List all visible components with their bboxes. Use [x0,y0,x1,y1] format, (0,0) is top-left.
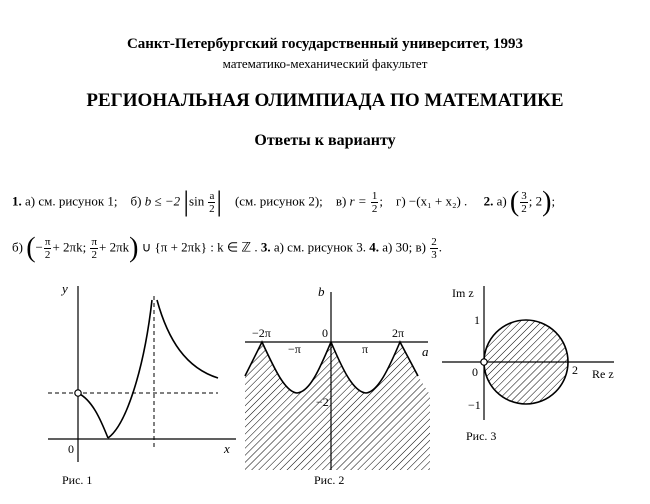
olympiad-title: РЕГИОНАЛЬНАЯ ОЛИМПИАДА ПО МАТЕМАТИКЕ [86,90,564,111]
fig3-tick-0: 0 [472,365,478,379]
answer-1v-expr: r = [349,193,367,209]
answer-1g-label: г) [396,193,406,209]
fig2-tick-pi: π [362,342,369,356]
answer-4: а) 30; в) [382,239,426,255]
fig2-tick-minus-2: −2 [316,395,329,409]
fig3-im-label: Im z [452,286,474,300]
answer-2b-label: б) [12,239,23,255]
fig1-curve-left [78,393,108,438]
fraction-den: 2 [44,249,51,261]
answers-line-2: б) (− $\frac{\pi}{2}$ + 2πk; $\frac{\pi}{2}$ + 2πk) ∪ {π + 2πk} : k ∈ ℤ . 3. а) см. рисунок 3. 4. а) 30; в) $\frac{2}{3}$ . [12,232,442,264]
union-set: ∪ {π + 2πk} : k ∈ ℤ . [141,239,258,255]
fig1-origin-label: 0 [68,442,74,456]
fig2-tick-zero: 0 [322,326,328,340]
fig2-a-label: a [422,344,429,359]
answer-4-number: 4. [369,239,380,255]
fig3-caption: Рис. 3 [466,429,497,443]
paren-left: ( [509,186,520,218]
answer-2a-label: а) [496,193,507,209]
abs-bar-left: | [183,186,190,218]
answer-4-dot: . [438,239,442,255]
fig2-tick-2pi: 2π [392,326,405,340]
figure-1 [48,281,236,487]
abs-bar-right: | [216,186,222,218]
answer-2a-semicolon: ; [551,193,556,209]
answer-1a: а) см. рисунок 1; [25,193,118,209]
fig1-curve-rising [108,300,152,438]
fig1-x-label: x [224,441,230,456]
fraction-num: π [91,236,98,248]
figure-3 [442,286,614,443]
fraction-num: π [44,236,51,248]
sin-label: sin [189,193,205,209]
fig3-tick-2: 2 [572,363,578,377]
fraction-den: 3 [431,249,437,261]
answers-title: Ответы к варианту [254,132,396,149]
term-1: + 2πk; [52,239,87,255]
fraction-num: 3 [521,190,527,202]
figure-2 [245,284,430,487]
answer-2a-rest: ; 2 [528,193,543,209]
fraction-num: a [209,190,215,202]
fig2-hatched-region [245,342,430,470]
fraction-num: 1 [371,190,378,202]
fig2-tick-minus-pi: −π [288,342,301,356]
answer-1g-expr: −(x₁ + x₂) . [408,193,468,209]
fig3-tick-minus-1: −1 [468,398,481,412]
fig1-curve-decaying [157,300,218,378]
term-2: + 2πk [99,239,130,255]
faculty-name: математико-механический факультет [222,56,428,71]
answer-1v-label: в) [335,193,347,209]
answer-1b-label: б) [130,193,142,209]
answer-1b-expr: b ≤ −2 [144,193,181,209]
answer-1-number: 1. [12,193,22,209]
fig3-re-label: Re z [592,367,614,381]
fig1-open-point [75,390,81,396]
fig2-tick-minus-2pi: −2π [252,326,271,340]
answer-1b-note: (см. рисунок 2); [234,193,323,209]
fig3-tick-1: 1 [474,313,480,327]
fraction-den: 2 [371,203,378,215]
fraction-den: 2 [91,249,97,261]
fig2-caption: Рис. 2 [314,473,345,487]
fraction-den: 2 [209,203,215,215]
fraction-num: 2 [431,236,437,248]
answer-3a: а) см. рисунок 3. [273,239,367,255]
fig3-open-point [481,359,487,365]
answer-1v-semicolon: ; [379,193,383,209]
fig1-caption: Рис. 1 [62,473,93,487]
fig2-b-label: b [318,284,325,299]
fig1-y-label: y [62,281,68,296]
paren-right: ) [129,232,139,264]
answer-3-number: 3. [260,239,271,255]
answer-2-number: 2. [483,193,494,209]
fraction-den: 2 [521,203,527,215]
paren-right: ) [542,186,552,218]
university-name: Санкт-Петербургский государственный университет, 1993 [126,36,524,52]
paren-left: ( [26,232,36,264]
